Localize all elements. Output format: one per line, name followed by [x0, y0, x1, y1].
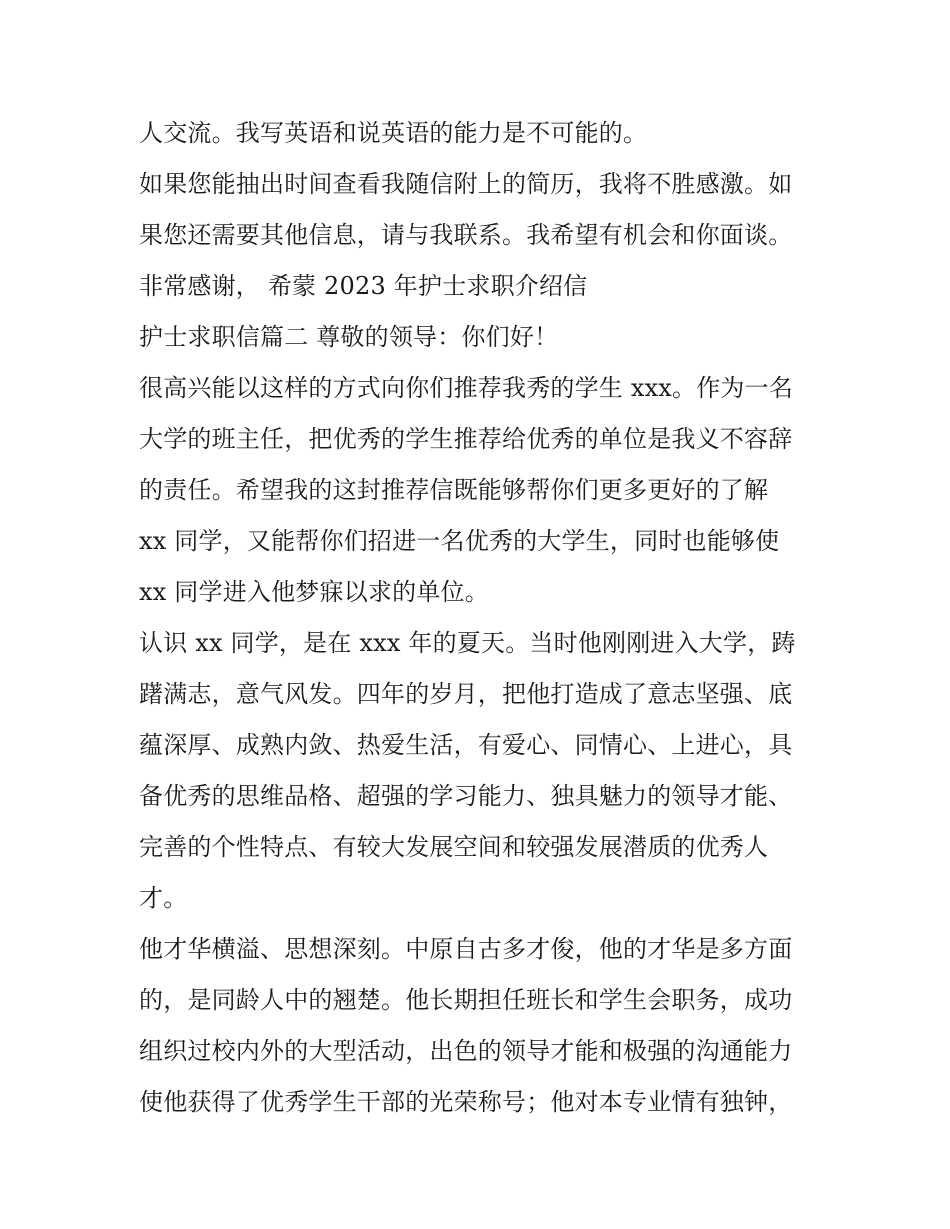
text-line-10: xx 同学进入他梦寐以求的单位。	[139, 578, 489, 606]
text-line-7: 大学的班主任，把优秀的学生推荐给优秀的单位是我义不容辞	[139, 425, 793, 453]
text-line-16: 才。	[139, 884, 188, 912]
text-line-1: 人交流。我写英语和说英语的能力是不可能的。	[139, 119, 648, 147]
text-line-11: 认识 xx 同学，是在 xxx 年的夏天。当时他刚刚进入大学，踌	[139, 629, 796, 657]
text-line-19: 组织过校内外的大型活动，出色的领导才能和极强的沟通能力	[139, 1037, 793, 1065]
text-line-5: 护士求职信篇二 尊敬的领导：你们好！	[139, 323, 559, 351]
text-line-15: 完善的个性特点、有较大发展空间和较强发展潜质的优秀人	[139, 833, 769, 861]
text-line-6: 很高兴能以这样的方式向你们推荐我秀的学生 xxx。作为一名	[139, 374, 794, 402]
text-line-13: 蕴深厚、成熟内敛、热爱生活，有爱心、同情心、上进心，具	[139, 731, 793, 759]
text-line-20: 使他获得了优秀学生干部的光荣称号；他对本专业情有独钟，	[139, 1088, 793, 1116]
text-line-17: 他才华横溢、思想深刻。中原自古多才俊，他的才华是多方面	[139, 935, 793, 963]
document-body	[139, 108, 819, 1128]
text-line-18: 的，是同龄人中的翘楚。他长期担任班长和学生会职务，成功	[139, 986, 793, 1014]
text-line-12: 躇满志，意气风发。四年的岁月，把他打造成了意志坚强、底	[139, 680, 793, 708]
text-line-8: 的责任。希望我的这封推荐信既能够帮你们更多更好的了解	[139, 476, 769, 504]
text-line-9: xx 同学，又能帮你们招进一名优秀的大学生，同时也能够使	[139, 527, 780, 555]
text-line-3: 果您还需要其他信息，请与我联系。我希望有机会和你面谈。	[139, 221, 793, 249]
text-line-4: 非常感谢， 希蒙 2023 年护士求职介绍信	[139, 272, 588, 300]
text-line-2: 如果您能抽出时间查看我随信附上的简历，我将不胜感激。如	[139, 170, 793, 198]
text-line-14: 备优秀的思维品格、超强的学习能力、独具魅力的领导才能、	[139, 782, 793, 810]
